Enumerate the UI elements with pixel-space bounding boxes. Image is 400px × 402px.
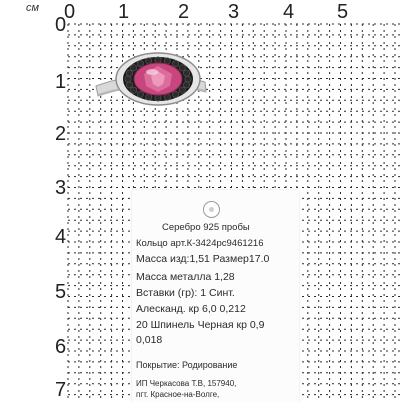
ring [96, 53, 206, 105]
tag-hole-icon [203, 201, 220, 218]
halo-stone [126, 82, 132, 88]
tag-line-seller: ИП Черкасова Т.В, 157940, [136, 379, 237, 388]
halo-stone [131, 65, 137, 71]
price-tag [132, 190, 299, 402]
halo-stone [126, 70, 132, 76]
halo-stone [172, 60, 178, 66]
tag-line-spinel-weight: 0,018 [136, 334, 163, 346]
halo-stone [155, 95, 161, 101]
tag-line-spinel: 20 Шпинель Черная кр 0,9 [136, 319, 265, 331]
side-ruler-number-2: 2 [55, 123, 67, 145]
halo-stone [183, 70, 189, 76]
halo-stone [155, 57, 161, 63]
tag-line-article: Кольцо арт.К-3424рс9461216 [136, 238, 264, 249]
top-ruler-number-2: 2 [178, 1, 190, 23]
tag-line-metal: Серебро 925 пробы [162, 222, 250, 233]
halo-stone [185, 76, 191, 82]
tag-line-weight-size: Масса изд:1,51 Размер17.0 [136, 253, 270, 265]
side-ruler-number-4: 4 [55, 226, 67, 248]
halo-stone [183, 82, 189, 88]
halo-stone [179, 65, 185, 71]
tag-line-coating: Покрытие: Родирование [136, 360, 238, 370]
tag-line-metal-weight: Масса металла 1,28 [136, 271, 235, 283]
top-ruler-number-0: 0 [64, 1, 76, 23]
halo-stone [131, 87, 137, 93]
tag-line-inserts: Вставки (гр): 1 Синт. [136, 287, 235, 299]
top-ruler-number-5: 5 [337, 1, 349, 23]
ruler-unit-label: см [26, 2, 40, 14]
halo-stone [172, 91, 178, 97]
side-ruler-number-7: 7 [55, 379, 67, 401]
side-ruler-number-5: 5 [55, 281, 67, 303]
halo-stone [179, 87, 185, 93]
center-stone-highlight [146, 69, 158, 75]
side-ruler-number-6: 6 [55, 336, 67, 358]
top-ruler-number-3: 3 [228, 1, 240, 23]
top-ruler-number-4: 4 [283, 1, 295, 23]
halo-stone [125, 76, 131, 82]
tag-line-alexandrite: Алесканд. кр 6,0 0,212 [136, 303, 246, 315]
top-ruler-number-1: 1 [118, 1, 130, 23]
side-ruler-number-0: 0 [55, 14, 67, 36]
side-ruler-number-1: 1 [55, 71, 67, 93]
halo-stone [137, 60, 143, 66]
side-ruler-number-3: 3 [55, 177, 67, 199]
halo-stone [137, 91, 143, 97]
tag-line-address: пгт. Красное-на-Волге, [136, 390, 220, 399]
